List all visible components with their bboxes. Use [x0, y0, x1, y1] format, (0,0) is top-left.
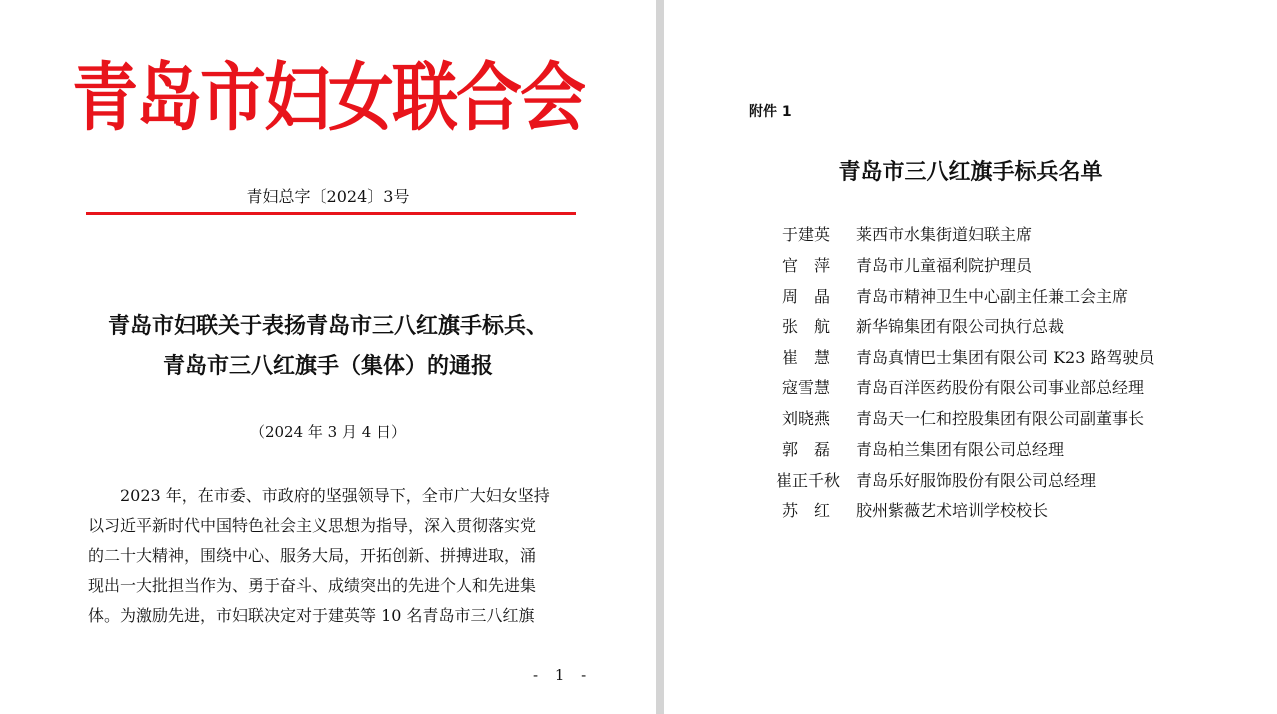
- honoree-position: 青岛柏兰集团有限公司总经理: [856, 440, 1065, 459]
- honoree-position: 青岛市精神卫生中心副主任兼工会主席: [856, 287, 1129, 306]
- masthead-title: 青岛市妇女联合会: [72, 53, 584, 142]
- honoree-position: 青岛百洋医药股份有限公司事业部总经理: [856, 378, 1145, 397]
- page-number: - 1 -: [533, 666, 593, 684]
- list-item: [782, 223, 1032, 247]
- honoree-name: 崔 慧: [782, 348, 831, 367]
- honoree-position: 青岛真情巴士集团有限公司 K23 路驾驶员: [856, 348, 1155, 367]
- list-item: [776, 469, 1096, 493]
- honoree-name: 苏 红: [782, 501, 831, 520]
- attachment-label: 附件 1: [749, 104, 792, 120]
- honoree-position: 青岛乐好服饰股份有限公司总经理: [856, 471, 1097, 490]
- list-item: [782, 285, 1128, 309]
- honoree-name: 寇雪慧: [782, 378, 831, 397]
- notice-title-line-1: 青岛市妇联关于表扬青岛市三八红旗手标兵、: [107, 313, 548, 339]
- body-text-line: 2023 年，在市委、市政府的坚强领导下，全市广大妇女坚持: [88, 486, 550, 505]
- body-text-line: 的二十大精神，围绕中心、服务大局，开拓创新、拼搏进取，涌: [88, 546, 537, 565]
- list-item: [782, 407, 1144, 431]
- list-item: [782, 254, 1032, 278]
- document-page-right: [664, 0, 1277, 714]
- honoree-position: 青岛天一仁和控股集团有限公司副董事长: [856, 409, 1145, 428]
- honoree-name: 于建英: [782, 225, 831, 244]
- list-title: 青岛市三八红旗手标兵名单: [838, 159, 1103, 185]
- body-text-line: 以习近平新时代中国特色社会主义思想为指导，深入贯彻落实党: [88, 516, 537, 535]
- honoree-name: 郭 磊: [782, 440, 831, 459]
- document-number: 青妇总字〔2024〕3号: [246, 187, 410, 206]
- list-item: [782, 499, 1048, 523]
- list-item: [782, 438, 1064, 462]
- body-text-line: 体。为激励先进，市妇联决定对于建英等 10 名青岛市三八红旗: [88, 606, 535, 625]
- honoree-position: 新华锦集团有限公司执行总裁: [856, 317, 1065, 336]
- honoree-name: 刘晓燕: [782, 409, 831, 428]
- red-divider-line: [86, 212, 576, 215]
- honoree-name: 崔正千秋: [776, 471, 841, 490]
- notice-date: （2024 年 3 月 4 日）: [249, 423, 407, 441]
- notice-title-line-2: 青岛市三八红旗手（集体）的通报: [162, 353, 493, 379]
- body-text-line: 现出一大批担当作为、勇于奋斗、成绩突出的先进个人和先进集: [88, 576, 537, 595]
- list-item: [782, 346, 1155, 370]
- honoree-position: 莱西市水集街道妇联主席: [856, 225, 1033, 244]
- list-item: [782, 315, 1064, 339]
- honoree-position: 青岛市儿童福利院护理员: [856, 256, 1033, 275]
- honoree-name: 张 航: [782, 317, 831, 336]
- honoree-name: 周 晶: [782, 287, 831, 306]
- honoree-position: 胶州紫薇艺术培训学校校长: [856, 501, 1049, 520]
- list-item: [782, 376, 1144, 400]
- honoree-name: 官 萍: [782, 256, 831, 275]
